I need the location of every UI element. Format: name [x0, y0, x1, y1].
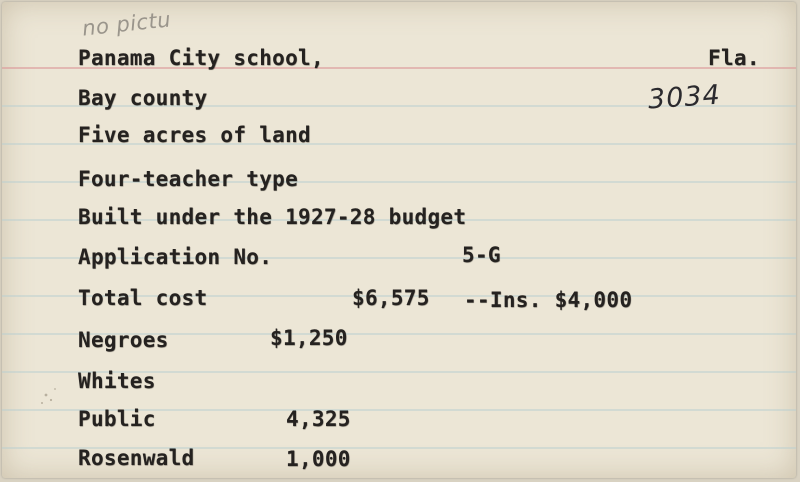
land-line: Five acres of land [78, 123, 311, 147]
school-name: Panama City school, [78, 46, 324, 70]
application-value: 5-G [462, 243, 501, 267]
negroes-value: $1,250 [270, 326, 348, 350]
negroes-label: Negroes [78, 328, 169, 352]
whites-label: Whites [78, 369, 156, 393]
pencil-note: no pictu [80, 7, 173, 41]
school-type-line: Four-teacher type [78, 167, 299, 191]
index-card [2, 2, 796, 478]
public-label: Public [78, 407, 156, 431]
rosenwald-label: Rosenwald [78, 446, 195, 470]
application-label: Application No. [78, 245, 273, 269]
rosenwald-value: 1,000 [286, 447, 351, 471]
budget-line: Built under the 1927-28 budget [78, 205, 467, 229]
public-value: 4,325 [286, 407, 351, 431]
county-line: Bay county [78, 86, 208, 110]
total-cost-value: $6,575 [352, 286, 430, 310]
catalog-number: 3034 [647, 79, 722, 116]
state-label: Fla. [708, 46, 760, 70]
insurance-value: --Ins. $4,000 [464, 288, 633, 312]
total-cost-label: Total cost [78, 286, 208, 310]
